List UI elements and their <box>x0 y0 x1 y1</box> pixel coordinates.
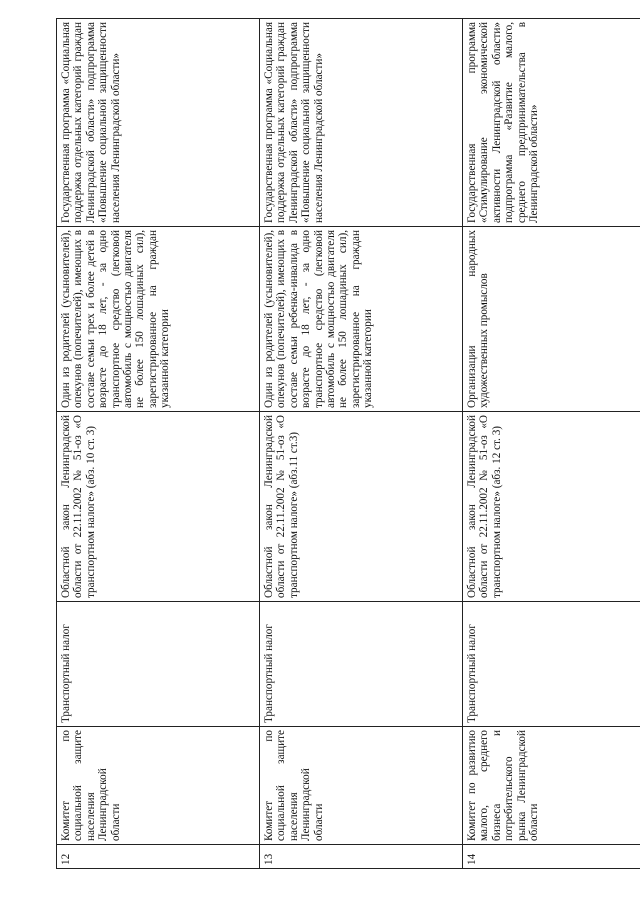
law-cell: Областной закон Ленинградской области от 22.11.2002 № 51-оз «О транспортном налоге» (абз. 12 ст. 3) <box>463 412 640 602</box>
law-cell: Областной закон Ленинградской области от 22.11.2002 № 51-оз «О транспортном налоге» (абз. 10 ст. 3) <box>57 412 260 602</box>
row-number: 14 <box>463 845 640 869</box>
agency-cell: Комитет по социальной защите населения Ленинградской области <box>260 727 463 845</box>
program-cell: Государственная программа «Социальная поддержка отдельных категорий граждан Ленинградской области» подпрограмма «Повышение социальной защищенности населения Ленинградской области» <box>57 19 260 227</box>
program-cell: Государственная программа «Стимулирование экономической активности Ленинградской области» подпрограмма «Развитие малого, среднего предпринимательства в Ленинградской области» <box>463 19 640 227</box>
category-cell: Организации народных художественных промыслов <box>463 227 640 412</box>
table-row <box>463 19 640 869</box>
tax-cell: Транспортный налог <box>463 602 640 727</box>
row-number: 13 <box>260 845 463 869</box>
benefits-table <box>56 18 640 869</box>
table-row <box>57 19 260 869</box>
tax-cell: Транспортный налог <box>57 602 260 727</box>
program-cell: Государственная программа «Социальная поддержка отдельных категорий граждан Ленинградской области» подпрограмма «Повышение социальной защищенности населения Ленинградской области» <box>260 19 463 227</box>
agency-cell: Комитет по социальной защите населения Ленинградской области <box>57 727 260 845</box>
agency-cell: Комитет по развитию малого, среднего бизнеса и потребительского рынка Ленинградской области <box>463 727 640 845</box>
table-row <box>260 19 463 869</box>
category-cell: Один из родителей (усыновителей), опекунов (попечителей), имеющих в составе семьи трех и более детей в возрасте до 18 лет, - за одно транспортное средство (легковой автомобиль с мощностью двигателя не более 150 лошадиных сил), зарегистрированное на граждан указанной категории <box>57 227 260 412</box>
row-number: 12 <box>57 845 260 869</box>
category-cell: Один из родителей (усыновителей), опекунов (попечителей), имеющих в составе семьи ребенка-инвалида в возрасте до 18 лет, - за одно транспортное средство (легковой автомобиль с мощностью двигателя не более 150 лошадиных сил), зарегистрированное на граждан указанной категории <box>260 227 463 412</box>
law-cell: Областной закон Ленинградской области от 22.11.2002 № 51-оз «О транспортном налоге» (абз.11 ст.3) <box>260 412 463 602</box>
tax-cell: Транспортный налог <box>260 602 463 727</box>
